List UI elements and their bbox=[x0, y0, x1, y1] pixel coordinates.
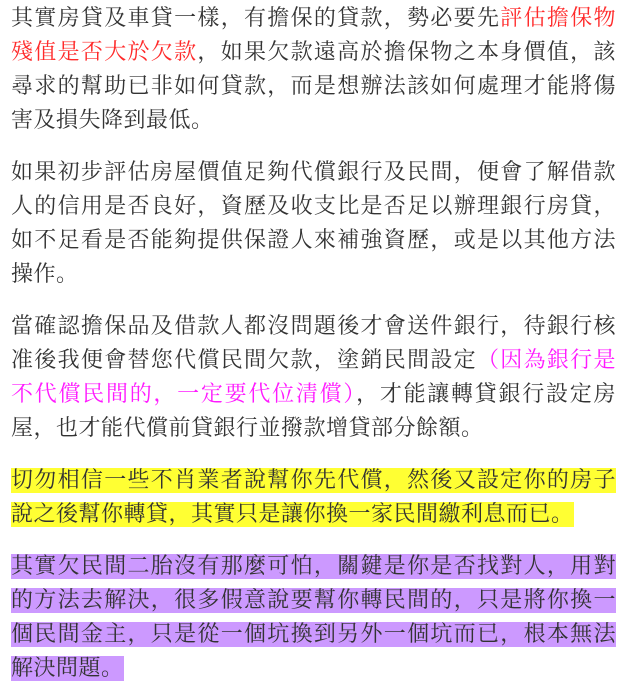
purple-highlight-text: 其實欠民間二胎沒有那麼可怕，關鍵是你是否找對人，用對的方法去解決，很多假意說要幫你轉民間的，只是將你換一個民間金主，只是從一個坑換到另外一個坑而已，根本無法解決問題。 bbox=[11, 554, 616, 681]
red-emphasis-text: 評估擔保物殘值是否大於欠款 bbox=[11, 6, 616, 65]
paragraph-warning bbox=[11, 464, 616, 532]
paragraph-text: ，如果欠款遠高於擔保物之本身價值，該尋求的幫助已非如何貸款，而是想辦法該如何處理才能將傷害及損失降到最低。 bbox=[11, 40, 616, 133]
paragraph-collateral-assessment bbox=[11, 2, 616, 138]
paragraph-conclusion bbox=[11, 550, 616, 686]
paragraph-credit-evaluation bbox=[11, 156, 616, 292]
paragraph-text: 如果初步評估房屋價值足夠代償銀行及民間，便會了解借款人的信用是否良好，資歷及收支比是否足以辦理銀行房貸，如不足看是否能夠提供保證人來補強資歷，或是以其他方法操作。 bbox=[11, 160, 616, 287]
paragraph-text: ，才能讓轉貸銀行設定房屋，也才能代償前貸銀行並撥款增貸部分餘額。 bbox=[11, 382, 616, 441]
paragraph-text: 其實房貸及車貸一樣，有擔保的貸款，勢必要先 bbox=[11, 6, 501, 31]
paragraph-text: 當確認擔保品及借款人都沒問題後才會送件銀行，待銀行核准後我便會替您代償民間欠款，塗銷民間設定 bbox=[11, 314, 616, 373]
yellow-highlight-text: 切勿相信一些不肖業者說幫你先代償，然後又設定你的房子說之後幫你轉貸，其實只是讓你換一家民間繳利息而已。 bbox=[11, 468, 616, 527]
magenta-emphasis-text: （因為銀行是不代償民間的，一定要代位清償） bbox=[11, 348, 616, 407]
paragraph-bank-process bbox=[11, 310, 616, 446]
